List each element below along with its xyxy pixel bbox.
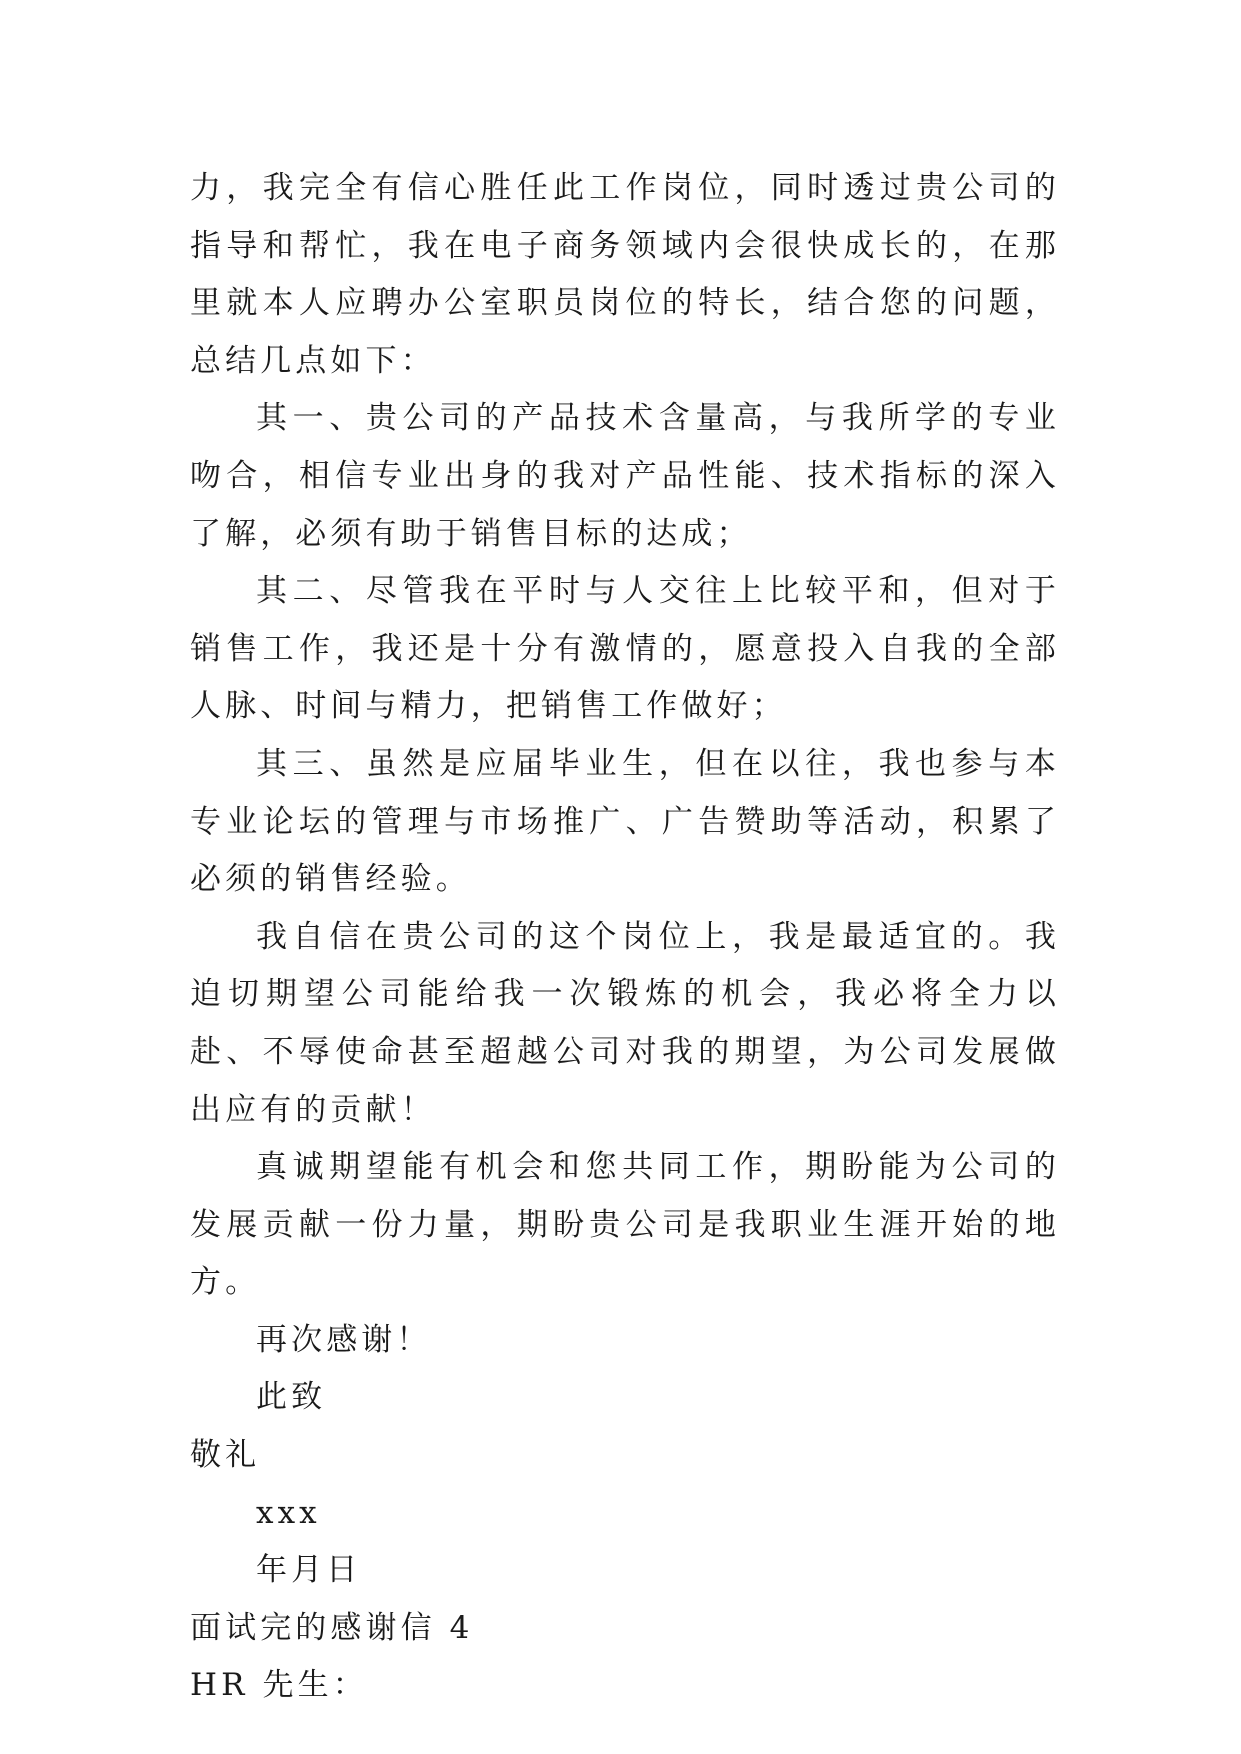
paragraph-point-one: 其一、贵公司的产品技术含量高，与我所学的专业吻合，相信专业出身的我对产品性能、技术指标的深入了解，必须有助于销售目标的达成；	[190, 400, 1060, 552]
paragraph-point-two: 其二、尽管我在平时与人交往上比较平和，但对于销售工作，我还是十分有激情的，愿意投入自我的全部人脉、时间与精力，把销售工作做好；	[190, 573, 1060, 725]
paragraph-point-three: 其三、虽然是应届毕业生，但在以往，我也参与本专业论坛的管理与市场推广、广告赞助等活动，积累了必须的销售经验。	[190, 745, 1060, 898]
next-letter-title: 面试完的感谢信 4	[190, 1609, 474, 1646]
signature: xxx	[256, 1494, 321, 1531]
letter-body	[190, 160, 1060, 1715]
date-line: 年月日	[256, 1552, 362, 1589]
salutation-cizhi: 此致	[256, 1379, 327, 1416]
paragraph-continuation: 力，我完全有信心胜任此工作岗位，同时透过贵公司的指导和帮忙，我在电子商务领域内会很快成长的，在那里就本人应聘办公室职员岗位的特长，结合您的问题，总结几点如下：	[190, 170, 1060, 379]
next-letter-greeting: HR 先生：	[190, 1667, 368, 1704]
salutation-jingli: 敬礼	[190, 1437, 261, 1474]
paragraph-hope: 真诚期望能有机会和您共同工作，期盼能为公司的发展贡献一份力量，期盼贵公司是我职业生涯开始的地方。	[190, 1149, 1060, 1301]
thanks-again: 再次感谢！	[256, 1321, 432, 1358]
paragraph-confidence: 我自信在贵公司的这个岗位上，我是最适宜的。我迫切期望公司能给我一次锻炼的机会，我必将全力以赴、不辱使命甚至超越公司对我的期望，为公司发展做出应有的贡献！	[190, 918, 1060, 1128]
